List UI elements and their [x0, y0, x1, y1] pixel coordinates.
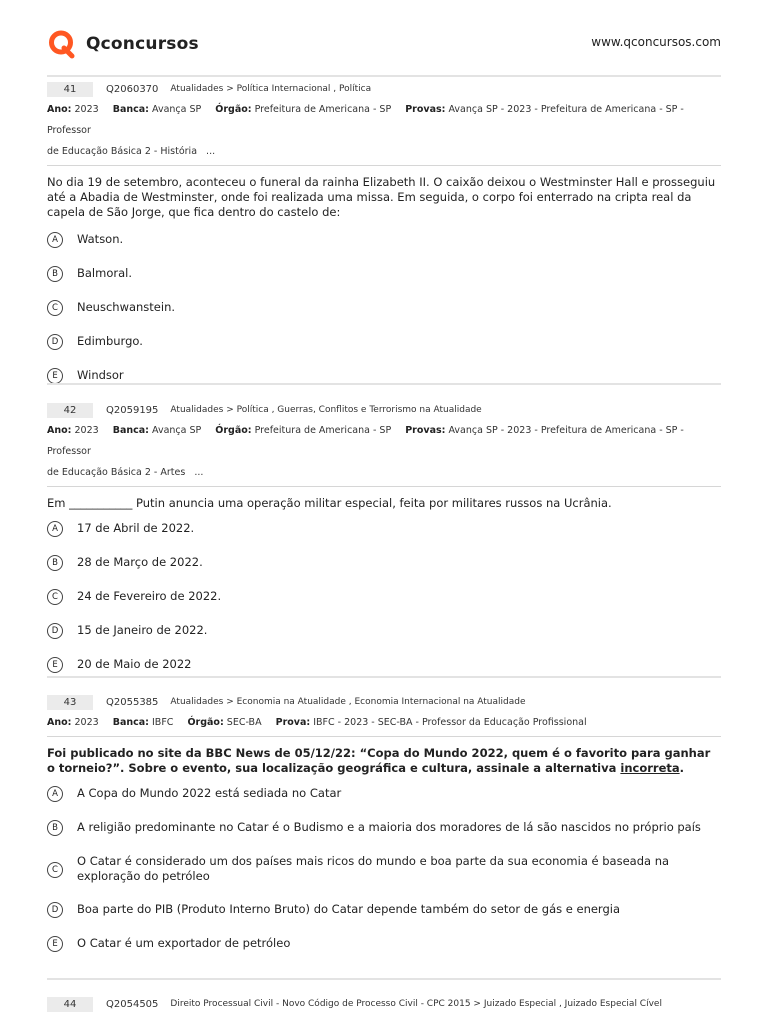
question-number: 42	[47, 403, 93, 418]
question-subject: Atualidades > Política Internacional , Política	[170, 84, 372, 94]
option-text: 28 de Março de 2022.	[77, 555, 203, 569]
meta-label: Provas:	[405, 425, 446, 436]
logo[interactable]	[47, 28, 199, 60]
more-exams-ellipsis[interactable]: ...	[206, 146, 216, 157]
question-number: 41	[47, 82, 93, 97]
option-text: Windsor	[77, 368, 124, 382]
option-letter-a: A	[47, 786, 63, 802]
option-letter-e: E	[47, 368, 63, 384]
option-text: Edimburgo.	[77, 334, 143, 348]
option-text: Boa parte do PIB (Produto Interno Bruto) do Catar depende também do setor de gás e energia	[77, 902, 621, 916]
option-letter-c: C	[47, 862, 63, 878]
option-d[interactable]	[47, 902, 721, 918]
question-code[interactable]: Q2055385	[106, 696, 159, 708]
question-subject: Direito Processual Civil - Novo Código de Processo Civil - CPC 2015 > Juizado Especial , Juizado Especial Cível	[170, 999, 662, 1009]
option-letter-d: D	[47, 623, 63, 639]
qconcursos-logo-icon	[47, 29, 77, 59]
statement-emphasis: incorreta	[620, 761, 680, 775]
question-meta	[47, 712, 721, 733]
question-separator	[47, 676, 721, 678]
question-separator	[47, 383, 721, 385]
option-letter-a: A	[47, 521, 63, 537]
meta-divider	[47, 736, 721, 737]
page-header	[47, 28, 721, 60]
site-url[interactable]: www.qconcursos.com	[591, 35, 721, 49]
option-text: Watson.	[77, 232, 124, 246]
question-meta	[47, 99, 721, 162]
option-a[interactable]	[47, 232, 721, 248]
option-c[interactable]	[47, 300, 721, 316]
question-id-row	[47, 79, 721, 99]
meta-value-board: Avança SP	[152, 104, 202, 115]
meta-value-board: IBFC	[152, 717, 174, 728]
option-c[interactable]	[47, 854, 721, 884]
meta-label: Prova:	[275, 717, 311, 728]
option-a[interactable]	[47, 786, 721, 802]
option-text: 20 de Maio de 2022	[77, 657, 192, 671]
option-text: O Catar é considerado um dos países mais ricos do mundo e boa parte da sua economia é baseada na exploração do petróleo	[77, 854, 670, 883]
meta-label: Órgão:	[215, 425, 252, 436]
option-letter-b: B	[47, 555, 63, 571]
option-b[interactable]	[47, 820, 721, 836]
option-letter-d: D	[47, 334, 63, 350]
option-text: 15 de Janeiro de 2022.	[77, 623, 208, 637]
meta-value-exam: Avança SP - 2023 - Prefeitura de Americana - SP - Professor	[47, 425, 684, 457]
option-letter-c: C	[47, 300, 63, 316]
option-text: O Catar é um exportador de petróleo	[77, 936, 291, 950]
meta-label: Banca:	[112, 104, 149, 115]
question-separator	[47, 75, 721, 77]
option-letter-c: C	[47, 589, 63, 605]
question-code[interactable]: Q2060370	[106, 83, 159, 95]
meta-value-exam: Avança SP - 2023 - Prefeitura de Americana - SP - Professor	[47, 104, 684, 136]
meta-value-year: 2023	[74, 104, 99, 115]
question-card	[47, 383, 721, 673]
question-card	[47, 75, 721, 384]
option-a[interactable]	[47, 521, 721, 537]
meta-exam-continued: de Educação Básica 2 - História	[47, 146, 198, 157]
option-letter-d: D	[47, 902, 63, 918]
meta-value-organ: SEC-BA	[226, 717, 262, 728]
option-letter-b: B	[47, 266, 63, 282]
meta-value-board: Avança SP	[152, 425, 202, 436]
question-statement: No dia 19 de setembro, aconteceu o funeral da rainha Elizabeth II. O caixão deixou o Westminster Hall e prosseguiu até a Abadia de Westminster, onde foi realizada uma missa. Em seguida, o corpo foi enterrado na cripta real da capela de São Jorge, que fica dentro do castelo de:	[47, 175, 716, 219]
option-text: Neuschwanstein.	[77, 300, 176, 314]
question-id-row	[47, 994, 721, 1014]
meta-exam-continued: de Educação Básica 2 - Artes	[47, 467, 186, 478]
meta-label: Órgão:	[187, 717, 224, 728]
question-card	[47, 978, 721, 1014]
meta-label: Ano:	[47, 104, 72, 115]
meta-label: Banca:	[112, 425, 149, 436]
meta-label: Ano:	[47, 717, 72, 728]
meta-divider	[47, 165, 721, 166]
option-text: A religião predominante no Catar é o Budismo e a maioria dos moradores de lá são nascidos no próprio país	[77, 820, 701, 834]
question-meta	[47, 420, 721, 483]
meta-label: Banca:	[112, 717, 149, 728]
option-d[interactable]	[47, 334, 721, 350]
meta-value-organ: Prefeitura de Americana - SP	[254, 104, 392, 115]
question-card	[47, 676, 721, 952]
meta-label: Ano:	[47, 425, 72, 436]
logo-text: Qconcursos	[86, 34, 199, 54]
question-number: 44	[47, 997, 93, 1012]
statement-text: Foi publicado no site da BBC News de 05/12/22: “Copa do Mundo 2022, quem é o favorito para ganhar o torneio?”. Sobre o evento, sua localização geográfica e cultura, assinale a alternativa	[47, 746, 711, 775]
question-id-row	[47, 400, 721, 420]
option-letter-a: A	[47, 232, 63, 248]
option-e[interactable]	[47, 657, 721, 673]
meta-value-organ: Prefeitura de Americana - SP	[254, 425, 392, 436]
question-statement: Em ___________ Putin anuncia uma operação militar especial, feita por militares russos na Ucrânia.	[47, 496, 612, 510]
option-b[interactable]	[47, 555, 721, 571]
option-b[interactable]	[47, 266, 721, 282]
meta-label: Órgão:	[215, 104, 252, 115]
option-text: 24 de Fevereiro de 2022.	[77, 589, 222, 603]
question-code[interactable]: Q2054505	[106, 998, 159, 1010]
meta-value-year: 2023	[74, 425, 99, 436]
question-number: 43	[47, 695, 93, 710]
statement-end: .	[679, 761, 685, 775]
question-statement	[47, 746, 721, 776]
option-letter-e: E	[47, 657, 63, 673]
option-letter-e: E	[47, 936, 63, 952]
option-text: A Copa do Mundo 2022 está sediada no Catar	[77, 786, 342, 800]
option-text: 17 de Abril de 2022.	[77, 521, 195, 535]
option-c[interactable]	[47, 589, 721, 605]
meta-value-year: 2023	[74, 717, 99, 728]
meta-value-exam: IBFC - 2023 - SEC-BA - Professor da Educação Profissional	[313, 717, 587, 728]
option-text: Balmoral.	[77, 266, 132, 280]
question-id-row	[47, 692, 721, 712]
question-separator	[47, 978, 721, 980]
meta-divider	[47, 486, 721, 487]
question-subject: Atualidades > Política , Guerras, Conflitos e Terrorismo na Atualidade	[170, 405, 482, 415]
option-letter-b: B	[47, 820, 63, 836]
more-exams-ellipsis[interactable]: ...	[194, 467, 204, 478]
question-subject: Atualidades > Economia na Atualidade , Economia Internacional na Atualidade	[170, 697, 526, 707]
option-d[interactable]	[47, 623, 721, 639]
option-e[interactable]	[47, 368, 721, 384]
option-e[interactable]	[47, 936, 721, 952]
meta-label: Provas:	[405, 104, 446, 115]
question-code[interactable]: Q2059195	[106, 404, 159, 416]
